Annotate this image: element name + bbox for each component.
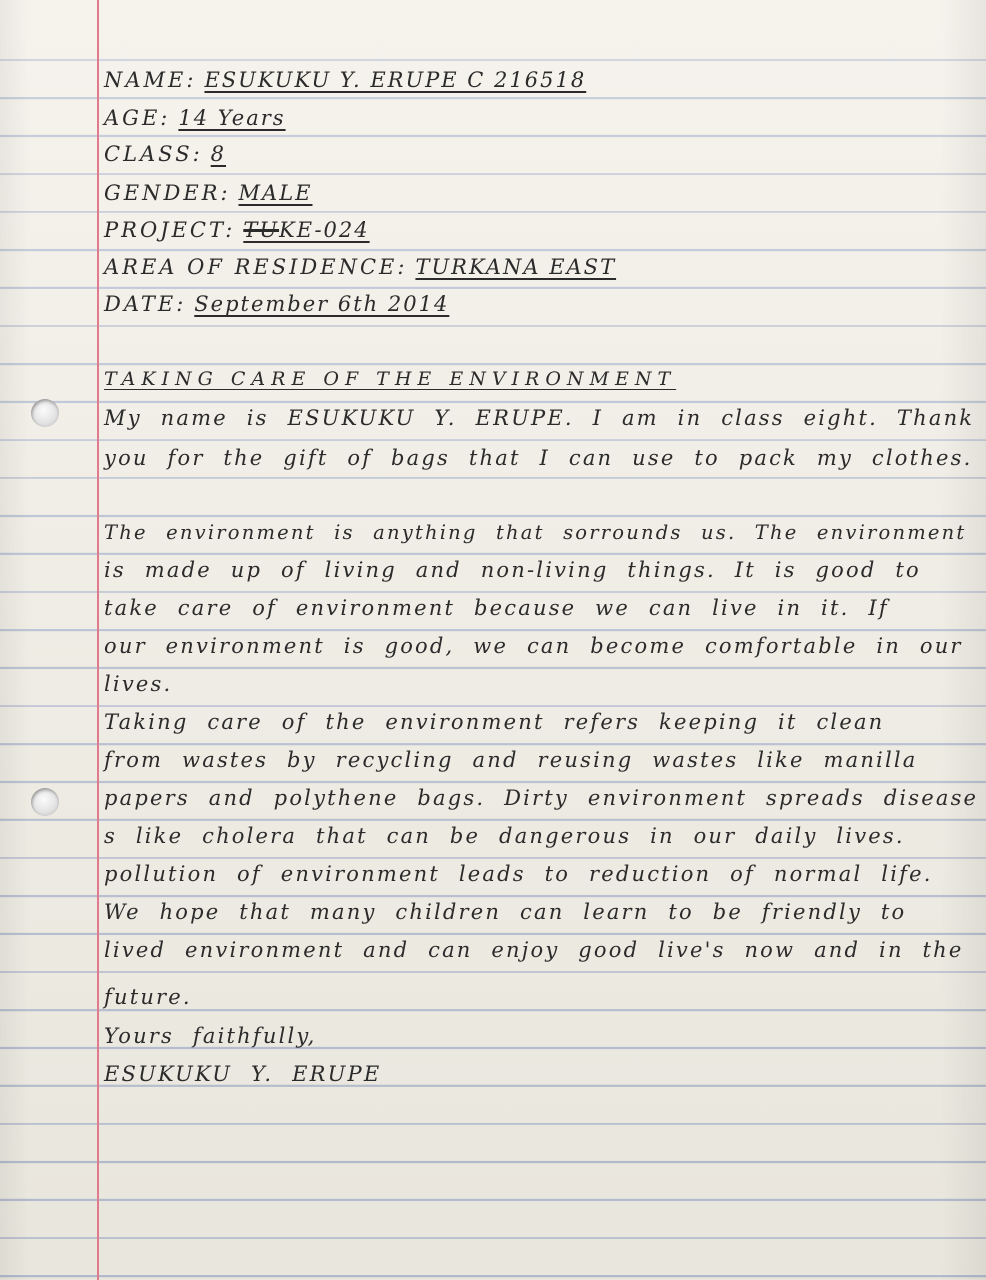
signature-line: ESUKUKU Y. ERUPE [104,1062,382,1086]
name-label: NAME: [104,68,197,92]
essay-line: s like cholera that can be dangerous in our daily lives. [104,824,905,848]
essay-line: lives. [104,672,173,696]
age-label: AGE: [104,106,171,130]
punch-hole-top [31,399,59,427]
gender-value: MALE [238,181,313,205]
age-row [104,106,286,130]
project-label: PROJECT: [104,218,236,242]
age-value: 14 Years [178,106,286,130]
date-label: DATE: [104,292,187,316]
project-value: KE-024 [279,218,370,242]
class-label: CLASS: [104,142,203,166]
gender-row [104,181,313,205]
date-value: September 6th 2014 [194,292,450,316]
essay-line: you for the gift of bags that I can use to pack my clothes. [104,446,973,470]
closing-line: Yours faithfully, [104,1024,317,1048]
essay-line: is made up of living and non-living things. It is good to [104,558,921,582]
essay-line: We hope that many children can learn to be friendly to [104,900,907,924]
essay-title: TAKING CARE OF THE ENVIRONMENT [104,368,677,390]
class-row [104,142,226,166]
punch-hole-bottom [31,788,59,816]
class-value: 8 [210,142,227,166]
essay-line: take care of environment because we can live in it. If [104,596,889,620]
residence-row [104,255,616,279]
name-row [104,68,586,92]
project-value-struck: TU [243,218,280,242]
essay-line: our environment is good, we can become comfortable in our [104,634,963,658]
name-value: ESUKUKU Y. ERUPE C 216518 [204,68,587,92]
margin-line [97,0,99,1280]
essay-line: Taking care of the environment refers keeping it clean [104,710,885,734]
gender-label: GENDER: [104,181,231,205]
project-row [104,218,370,242]
residence-value: TURKANA EAST [415,255,617,279]
essay-line: My name is ESUKUKU Y. ERUPE. I am in class eight. Thank [104,406,975,430]
essay-line: future. [104,985,192,1009]
essay-line: from wastes by recycling and reusing wastes like manilla [104,748,918,772]
date-row [104,292,449,316]
essay-line: papers and polythene bags. Dirty environment spreads disease [104,786,979,810]
residence-label: AREA OF RESIDENCE: [104,255,408,279]
essay-line: lived environment and can enjoy good live's now and in the [104,938,964,962]
essay-line: pollution of environment leads to reduction of normal life. [104,862,933,886]
essay-line: The environment is anything that sorrounds us. The environment [104,521,967,544]
